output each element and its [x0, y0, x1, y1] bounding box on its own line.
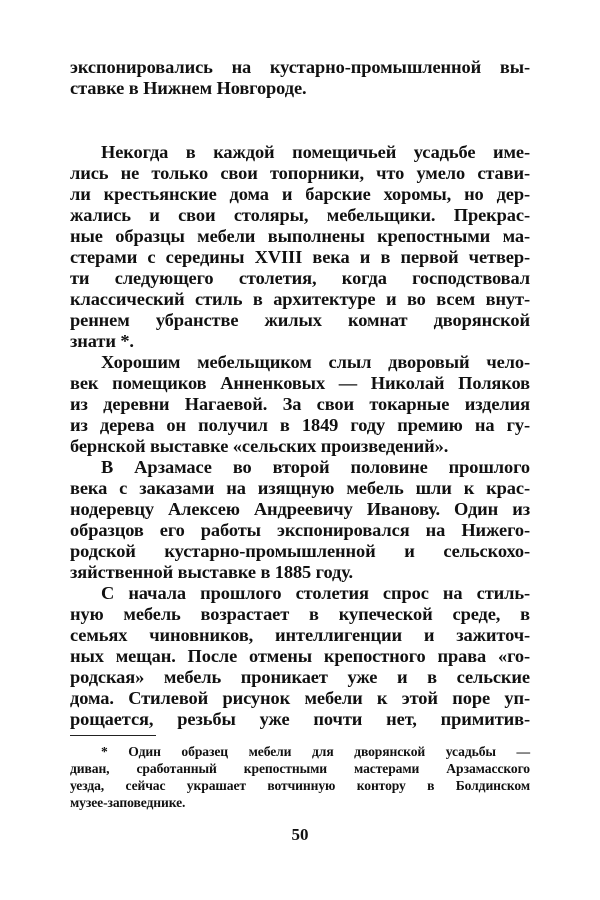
- text-line: века с заказами на изящную мебель шли к крас-: [70, 478, 530, 498]
- text-line: лись не только свои топорники, что умело стави-: [70, 163, 530, 183]
- text-line: ли крестьянские дома и барские хоромы, но дер-: [70, 184, 530, 204]
- text-line: семьях чиновников, интеллигенции и зажиточ-: [70, 625, 530, 645]
- text-line: классический стиль в архитектуре и во всем внут-: [70, 289, 530, 309]
- text-line: знати *.: [70, 331, 134, 351]
- text-line: рощается, резьбы уже почти нет, примитив-: [70, 709, 530, 729]
- text-line: жались и свои столяры, мебельщики. Прекрас-: [70, 205, 530, 225]
- text-line: образцов его работы экспонировался на Нижего-: [70, 520, 530, 540]
- body-text: [70, 142, 530, 730]
- text-line: ных мещан. После отмены крепостного права «го-: [70, 646, 530, 666]
- text-line: Некогда в каждой помещичьей усадьбе име-: [101, 142, 530, 162]
- paragraph: [70, 583, 530, 730]
- top-fragment: [70, 57, 530, 99]
- text-line: С начала прошлого столетия спрос на стиль-: [101, 583, 530, 603]
- paragraph: [70, 142, 530, 352]
- footnote-divider: [70, 735, 156, 736]
- paragraph: [70, 457, 530, 583]
- text-line: бернской выставке «сельских произведений».: [70, 436, 449, 456]
- page-number: 50: [291, 825, 309, 844]
- text-line: родской кустарно-промышленной и сельскохо-: [70, 541, 530, 561]
- text-line: стерами с середины XVIII века и в первой четвер-: [70, 247, 530, 267]
- text-line: реннем убранстве жилых комнат дворянской: [70, 310, 530, 330]
- text-line: ную мебель возрастает в купеческой среде, в: [70, 604, 530, 624]
- text-line: родская» мебель проникает уже и в сельские: [70, 667, 530, 687]
- text-line: Хорошим мебельщиком слыл дворовый чело-: [101, 352, 530, 372]
- footnote-line: музее-заповеднике.: [70, 795, 186, 810]
- footnote: [70, 743, 530, 811]
- text-line: ставке в Нижнем Новгороде.: [70, 78, 307, 98]
- text-line: В Арзамасе во второй половине прошлого: [101, 457, 530, 477]
- text-line: ные образцы мебели выполнены крепостными ма-: [70, 226, 530, 246]
- text-line: зяйственной выставке в 1885 году.: [70, 562, 353, 582]
- footnote-line: диван, сработанный крепостными мастерами Арзамасского: [70, 761, 530, 776]
- text-line: из деревни Нагаевой. За свои токарные изделия: [70, 394, 530, 414]
- text-line: нодеревцу Алексею Андреевичу Иванову. Один из: [70, 499, 530, 519]
- text-line: из дерева он получил в 1849 году премию на гу-: [70, 415, 530, 435]
- footnote-line: уезда, сейчас украшает вотчинную контору в Болдинском: [70, 778, 530, 793]
- text-line: ти следующего столетия, когда господствовал: [70, 268, 530, 288]
- paragraph: [70, 352, 530, 457]
- text-line: дома. Стилевой рисунок мебели к этой поре уп-: [70, 688, 530, 708]
- text-line: век помещиков Анненковых — Николай Поляков: [70, 373, 530, 393]
- text-line: экспонировались на кустарно-промышленной вы-: [70, 57, 530, 77]
- footnote-line: * Один образец мебели для дворянской усадьбы —: [101, 744, 530, 759]
